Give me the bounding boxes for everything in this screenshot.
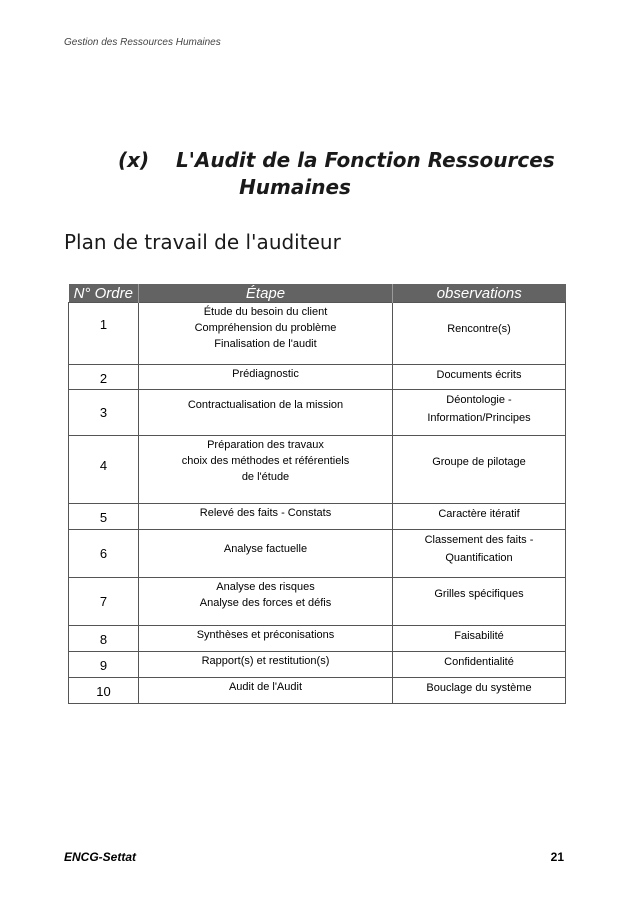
etape-cell [139, 626, 393, 652]
table-row [69, 365, 566, 390]
column-header-ordre: N° Ordre [69, 284, 139, 303]
etape-cell [139, 678, 393, 704]
observation-line: Bouclage du système [426, 682, 532, 694]
row-number-cell [69, 504, 139, 530]
etape-cell [139, 578, 393, 626]
audit-plan-table [68, 284, 566, 704]
etape-cell [139, 504, 393, 530]
section-number: (x) [118, 148, 150, 172]
row-number: 2 [99, 371, 108, 386]
observation-line: Classement des faits - [424, 534, 534, 546]
observation-line: Documents écrits [436, 369, 522, 381]
etape-line: Préparation des travaux [207, 439, 324, 451]
observation-cell [393, 578, 566, 626]
table-row [69, 652, 566, 678]
column-header-etape: Étape [139, 284, 393, 303]
etape-cell [139, 365, 393, 390]
column-header-observations: observations [393, 284, 566, 303]
etape-line: Finalisation de l'audit [214, 338, 317, 350]
observation-line: Information/Principes [427, 412, 531, 424]
observation-cell [393, 678, 566, 704]
row-number-cell [69, 678, 139, 704]
etape-cell [139, 530, 393, 578]
etape-line: Analyse des forces et défis [199, 597, 332, 609]
row-number-cell [69, 626, 139, 652]
observation-line: Faisabilité [454, 630, 504, 642]
row-number: 1 [99, 317, 108, 332]
etape-line: Contractualisation de la mission [187, 399, 344, 411]
row-number-cell [69, 390, 139, 436]
etape-cell [139, 652, 393, 678]
row-number: 5 [99, 510, 108, 525]
observation-line: Déontologie - [446, 394, 512, 406]
row-number: 3 [99, 405, 108, 420]
subtitle: Plan de travail de l'auditeur [64, 230, 341, 254]
row-number-cell [69, 578, 139, 626]
row-number: 7 [99, 594, 108, 609]
etape-line: Relevé des faits - Constats [199, 507, 332, 519]
observation-cell [393, 530, 566, 578]
row-number-cell [69, 365, 139, 390]
observation-cell [393, 303, 566, 365]
observation-line: Rencontre(s) [447, 323, 511, 335]
observation-cell [393, 504, 566, 530]
row-number: 4 [99, 458, 108, 473]
etape-line: Analyse factuelle [223, 543, 308, 555]
observation-line: Quantification [445, 552, 513, 564]
etape-line: Synthèses et préconisations [196, 629, 335, 641]
row-number: 8 [99, 632, 108, 647]
etape-line: Compréhension du problème [194, 322, 337, 334]
table-header-row [69, 284, 566, 303]
etape-line: Analyse des risques [216, 581, 315, 593]
table-row [69, 504, 566, 530]
row-number: 10 [96, 684, 111, 699]
row-number-cell [69, 436, 139, 504]
etape-line: de l'étude [241, 471, 290, 483]
table-row [69, 530, 566, 578]
etape-cell [139, 303, 393, 365]
etape-line: Prédiagnostic [232, 368, 299, 380]
page-number: 21 [550, 850, 564, 864]
row-number-cell [69, 303, 139, 365]
section-title-line2: Humaines [239, 175, 351, 199]
observation-cell [393, 365, 566, 390]
row-number-cell [69, 652, 139, 678]
observation-line: Caractère itératif [438, 508, 520, 520]
observation-cell [393, 436, 566, 504]
observation-line: Grilles spécifiques [434, 588, 524, 600]
section-title-line1: L'Audit de la Fonction Ressources [176, 148, 555, 172]
table-row [69, 390, 566, 436]
row-number-cell [69, 530, 139, 578]
etape-cell [139, 390, 393, 436]
observation-line: Groupe de pilotage [432, 456, 526, 468]
table-row [69, 626, 566, 652]
table-row [69, 578, 566, 626]
observation-cell [393, 652, 566, 678]
etape-line: Rapport(s) et restitution(s) [201, 655, 330, 667]
observation-cell [393, 390, 566, 436]
footer-school: ENCG-Settat [64, 850, 137, 864]
etape-line: Étude du besoin du client [203, 306, 328, 318]
observation-cell [393, 626, 566, 652]
table-row [69, 678, 566, 704]
etape-line: choix des méthodes et référentiels [181, 455, 350, 467]
etape-cell [139, 436, 393, 504]
observation-line: Confidentialité [444, 656, 514, 668]
row-number: 6 [99, 546, 108, 561]
running-head: Gestion des Ressources Humaines [64, 37, 221, 48]
table-row [69, 436, 566, 504]
etape-line: Audit de l'Audit [228, 681, 303, 693]
table-row [69, 303, 566, 365]
row-number: 9 [99, 658, 108, 673]
